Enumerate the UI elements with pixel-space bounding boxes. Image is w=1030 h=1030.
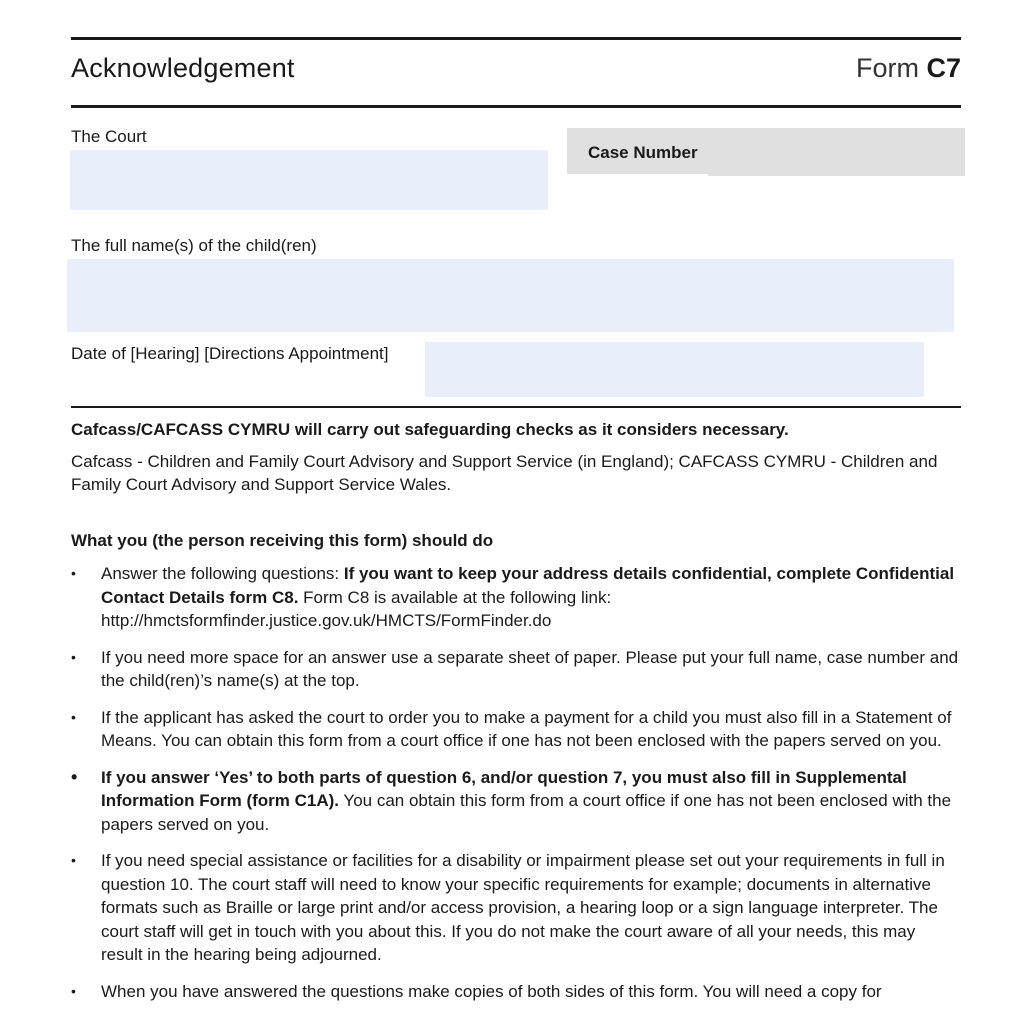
case-number-field[interactable] (708, 128, 965, 176)
children-names-field[interactable] (67, 259, 954, 332)
instructions-heading: What you (the person receiving this form) should do (71, 531, 494, 550)
list-item: • If you answer ‘Yes’ to both parts of question 6, and/or question 7, you must also fill in Supplemental Information Form (form C1A). You can obtain this form from a court office if one has not been enclosed with the papers served on you. (71, 766, 961, 837)
list-item: • If you need special assistance or facilities for a disability or impairment please set out your requirements in full in question 10. The court staff will need to know your specific requirements for example; documents in alternative formats such as Braille or large print and/or access provision, a hearing loop or a sign language interpreter. The court staff will get in touch with you about this. If you do not make the court aware of all your needs, this may result in the hearing being adjourned. (71, 849, 961, 967)
top-rule (71, 37, 961, 40)
safeguarding-text: Cafcass - Children and Family Court Advisory and Support Service (in England); CAFCASS CYMRU - Children and Family Court Advisory and Support Service Wales. (71, 452, 938, 494)
list-item: • Answer the following questions: If you want to keep your address details confidential, complete Confidential Contact Details form C8. Form C8 is available at the following link: http://hmctsformfinder.justice.gov.uk/HMCTS/FormFinder.do (71, 562, 961, 633)
form-code: C7 (926, 53, 961, 83)
hearing-date-field[interactable] (425, 342, 924, 397)
court-field[interactable] (70, 150, 548, 210)
header-rule (71, 105, 961, 108)
page-title: Acknowledgement (71, 53, 295, 83)
safeguarding-heading: Cafcass/CAFCASS CYMRU will carry out safeguarding checks as it considers necessary. (71, 420, 789, 439)
list-item: • If the applicant has asked the court to order you to make a payment for a child you must also fill in a Statement of Means. You can obtain this form from a court office if one has not been enclosed with the papers served on you. (71, 706, 961, 753)
children-label: The full name(s) of the child(ren) (71, 236, 317, 255)
form-number (856, 53, 961, 84)
list-item: • When you have answered the questions make copies of both sides of this form. You will need a copy for (71, 980, 961, 1004)
date-label: Date of [Hearing] [Directions Appointment] (71, 344, 389, 363)
case-number-label: Case Number (588, 143, 698, 162)
court-label: The Court (71, 127, 147, 146)
list-item: • If you need more space for an answer use a separate sheet of paper. Please put your full name, case number and the child(ren)’s name(s) at the top. (71, 646, 961, 693)
form-prefix: Form (855, 53, 919, 83)
instructions-list (71, 562, 961, 1016)
section-rule (71, 406, 961, 408)
